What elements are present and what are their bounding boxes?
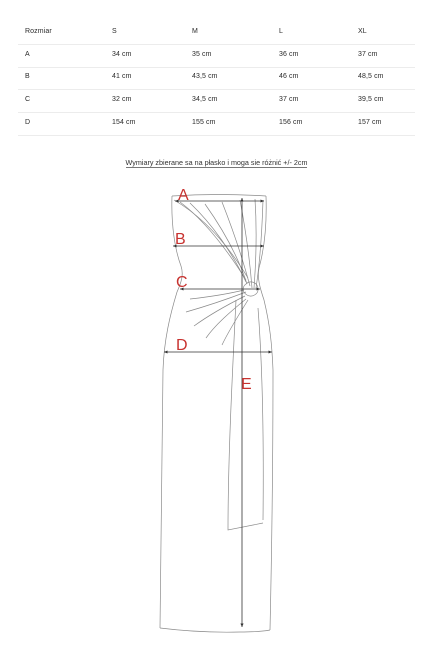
value-l: 156 cm: [279, 119, 303, 126]
measure-label: A: [25, 51, 30, 58]
header-s: S: [112, 28, 117, 35]
header-m: M: [192, 28, 198, 35]
label-d: D: [176, 337, 188, 354]
value-l: 37 cm: [279, 96, 299, 103]
value-m: 155 cm: [192, 119, 216, 126]
label-b: B: [175, 231, 186, 248]
value-s: 154 cm: [112, 119, 136, 126]
label-a: A: [178, 187, 189, 204]
value-l: 36 cm: [279, 51, 299, 58]
measure-label: C: [25, 96, 31, 103]
value-s: 41 cm: [112, 73, 132, 80]
value-xl: 39,5 cm: [358, 96, 384, 103]
value-xl: 157 cm: [358, 119, 382, 126]
header-size: Rozmiar: [25, 28, 52, 35]
value-m: 35 cm: [192, 51, 212, 58]
label-c: C: [176, 274, 188, 291]
value-xl: 48,5 cm: [358, 73, 384, 80]
value-m: 34,5 cm: [192, 96, 218, 103]
dress-outline: [160, 195, 273, 633]
value-xl: 37 cm: [358, 51, 378, 58]
measurement-note-text: Wymiary zbierane sa na płasko i moga sie różnić +/- 2cm: [125, 158, 308, 167]
measure-label: B: [25, 73, 30, 80]
value-l: 46 cm: [279, 73, 299, 80]
value-s: 32 cm: [112, 96, 132, 103]
value-m: 43,5 cm: [192, 73, 218, 80]
measure-label: D: [25, 119, 31, 126]
label-e: E: [241, 376, 252, 393]
header-l: L: [279, 28, 283, 35]
value-s: 34 cm: [112, 51, 132, 58]
header-xl: XL: [358, 28, 367, 35]
